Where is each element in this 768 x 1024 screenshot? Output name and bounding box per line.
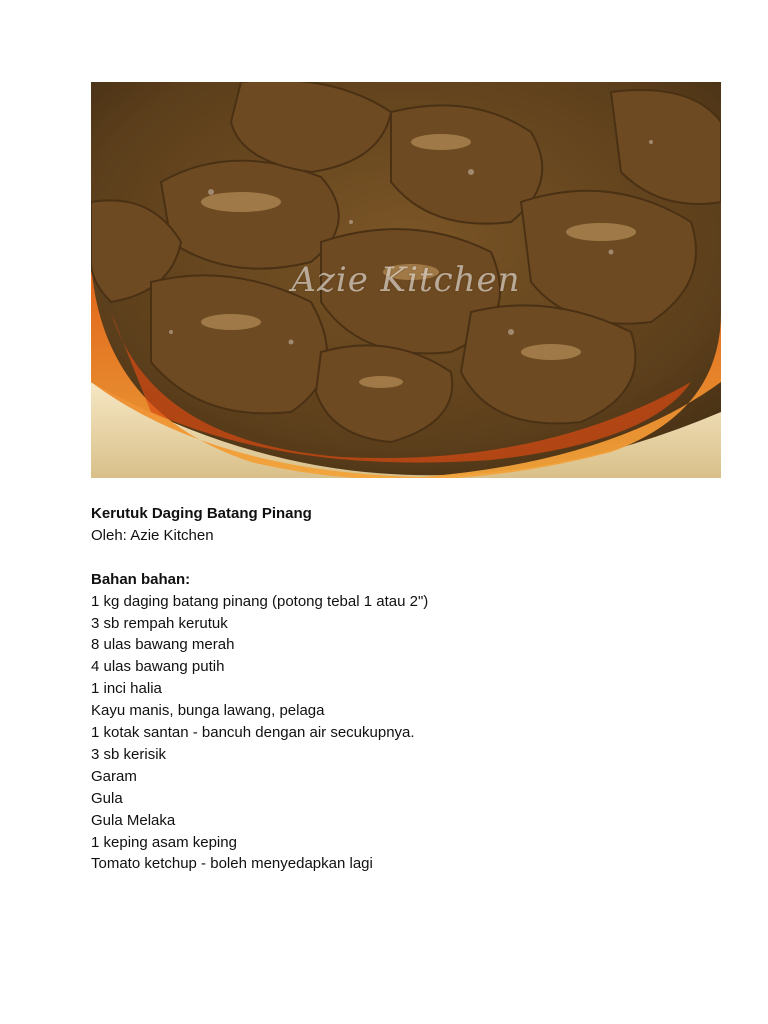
ingredient-item: 1 keping asam keping — [91, 833, 237, 851]
ingredient-item: 1 inci halia — [91, 680, 162, 698]
ingredient-item: Gula — [91, 789, 123, 807]
ingredient-item: Kayu manis, bunga lawang, pelaga — [91, 702, 325, 720]
ingredient-item: Gula Melaka — [91, 811, 176, 829]
ingredient-item: 3 sb rempah kerutuk — [91, 614, 228, 632]
ingredient-item: 3 sb kerisik — [91, 745, 167, 763]
ingredient-item: 1 kg daging batang pinang (potong tebal 1 atau 2") — [91, 592, 429, 610]
spacer — [91, 547, 711, 569]
dish-photo — [91, 82, 721, 478]
recipe-text — [91, 503, 711, 875]
ingredient-item: Tomato ketchup - boleh menyedapkan lagi — [91, 855, 373, 873]
watermark-text: Azie Kitchen — [291, 260, 521, 300]
ingredient-item: 4 ulas bawang putih — [91, 658, 225, 676]
ingredient-item: Garam — [91, 767, 137, 785]
recipe-author: Oleh: Azie Kitchen — [91, 526, 214, 544]
ingredient-item: 8 ulas bawang merah — [91, 636, 235, 654]
ingredient-item: 1 kotak santan - bancuh dengan air secukupnya. — [91, 724, 415, 742]
ingredients-heading: Bahan bahan: — [91, 570, 191, 588]
recipe-title: Kerutuk Daging Batang Pinang — [91, 505, 312, 522]
